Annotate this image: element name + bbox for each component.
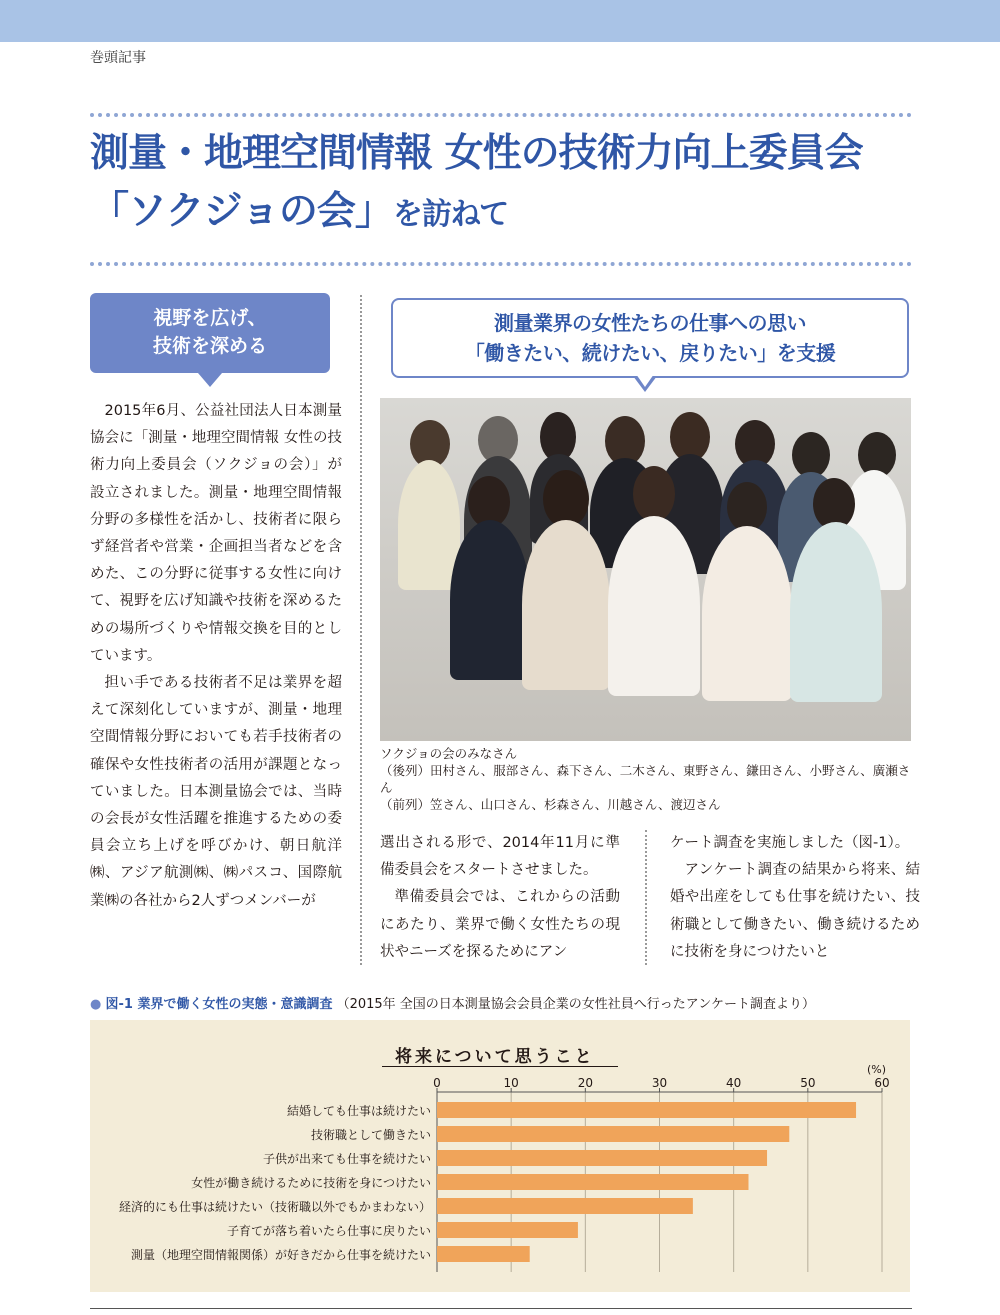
category-label: 子育てが落ち着いたら仕事に戻りたい bbox=[226, 1224, 431, 1238]
chart-title: 将来について思うこと bbox=[395, 1047, 595, 1067]
column-separator-2 bbox=[645, 830, 647, 965]
figure-heading bbox=[90, 993, 815, 1012]
category-label: 経済的にも仕事は続けたい（技術職以外でもかまわない） bbox=[118, 1200, 431, 1214]
article-column-1 bbox=[90, 398, 342, 915]
figure-source: （2015年 全国の日本測量協会会員企業の女性社員へ行ったアンケート調査より） bbox=[336, 997, 816, 1012]
article-paragraph: 準備委員会では、これからの活動にあたり、業界で働く女性たちの現状やニーズを探るためにアン bbox=[380, 889, 620, 960]
article-paragraph: アンケート調査の結果から将来、結婚や出産をしても仕事を続けたい、技術職として働きたい、働き続けるために技術を身につけたいと bbox=[670, 862, 920, 960]
title-divider-top bbox=[90, 113, 912, 117]
caption-line: （前列）笠さん、山口さん、杉森さん、川越さん、渡辺さん bbox=[380, 797, 721, 812]
article-column-2 bbox=[380, 830, 620, 966]
article-paragraph: 選出される形で、2014年11月に準備委員会をスタートさせました。 bbox=[380, 835, 620, 879]
unit-label: (%) bbox=[866, 1063, 886, 1076]
figure-label: 図-1 業界で働く女性の実態・意識調査 bbox=[105, 997, 333, 1012]
right-subheading-line-1: 測量業界の女性たちの仕事への思い bbox=[494, 311, 806, 335]
title-line-2-tail: を訪ねて bbox=[392, 197, 509, 232]
category-label: 結婚しても仕事は続けたい bbox=[286, 1104, 431, 1118]
left-subheading bbox=[90, 293, 330, 373]
caption-line: （後列）田村さん、服部さん、森下さん、二木さん、東野さん、鎌田さん、小野さん、廣瀬さん bbox=[380, 763, 911, 795]
page-footer-rule bbox=[90, 1308, 912, 1309]
article-column-3 bbox=[670, 830, 920, 966]
caption-line: ソクジョの会のみなさん bbox=[380, 746, 518, 761]
tick-label: 40 bbox=[726, 1076, 742, 1090]
category-label: 女性が働き続けるために技術を身につけたい bbox=[191, 1176, 431, 1190]
category-label: 巻頭記事 bbox=[90, 50, 146, 66]
article-paragraph: 2015年6月、公益社団法人日本測量協会に「測量・地理空間情報 女性の技術力向上委員会（ソクジョの会）」が設立されました。測量・地理空間情報分野の多様性を活かし、技術者に限らず経営者や営業・企画担当者などを含めた、この分野に従事する女性に向けて、視野を広げ知識や技術を深めるための場所づくりや情報交換を目的としています。 bbox=[90, 403, 342, 664]
category-label: 測量（地理空間情報関係）が好きだから仕事を続けたい bbox=[130, 1248, 431, 1262]
tick-label: 50 bbox=[800, 1076, 816, 1090]
category-label: 技術職として働きたい bbox=[310, 1128, 431, 1142]
tick-label: 10 bbox=[503, 1076, 519, 1090]
title-line-2-main: 「ソクジョの会」 bbox=[90, 189, 393, 234]
page-title bbox=[90, 130, 920, 241]
title-line-1: 測量・地理空間情報 女性の技術力向上委員会 bbox=[90, 131, 863, 176]
article-paragraph: ケート調査を実施しました（図-1）。 bbox=[670, 835, 910, 851]
article-paragraph: 担い手である技術者不足は業界を超えて深刻化していますが、測量・地理空間情報分野においても若手技術者の確保や女性技術者の活用が課題となっていました。日本測量協会では、当時の会長が女性活躍を推進するための委員会立ち上げを呼びかけ、朝日航洋㈱、アジア航測㈱、㈱パスコ、国際航業㈱の各社から2人ずつメンバーが bbox=[90, 675, 342, 909]
photo-caption bbox=[380, 745, 920, 813]
tick-label: 60 bbox=[874, 1076, 890, 1090]
tick-label: 0 bbox=[433, 1076, 441, 1090]
left-subheading-line-1: 視野を広げ、 bbox=[153, 307, 267, 329]
tick-label: 20 bbox=[577, 1076, 593, 1090]
title-divider-bottom bbox=[90, 262, 912, 266]
left-subheading-line-2: 技術を深める bbox=[152, 335, 267, 357]
category-label: 子供が出来ても仕事を続けたい bbox=[262, 1152, 431, 1166]
tick-label: 30 bbox=[651, 1076, 668, 1090]
column-separator-1 bbox=[360, 295, 362, 965]
top-color-band bbox=[0, 0, 1000, 42]
chart-title-underline bbox=[382, 1066, 618, 1067]
right-subheading bbox=[391, 298, 909, 378]
title-line-2 bbox=[90, 186, 920, 241]
right-subheading-line-2: 「働きたい、続けたい、戻りたい」を支援 bbox=[464, 341, 836, 365]
group-photo bbox=[380, 398, 911, 741]
bullet-icon: ● bbox=[90, 997, 102, 1012]
speech-tail bbox=[633, 376, 657, 392]
